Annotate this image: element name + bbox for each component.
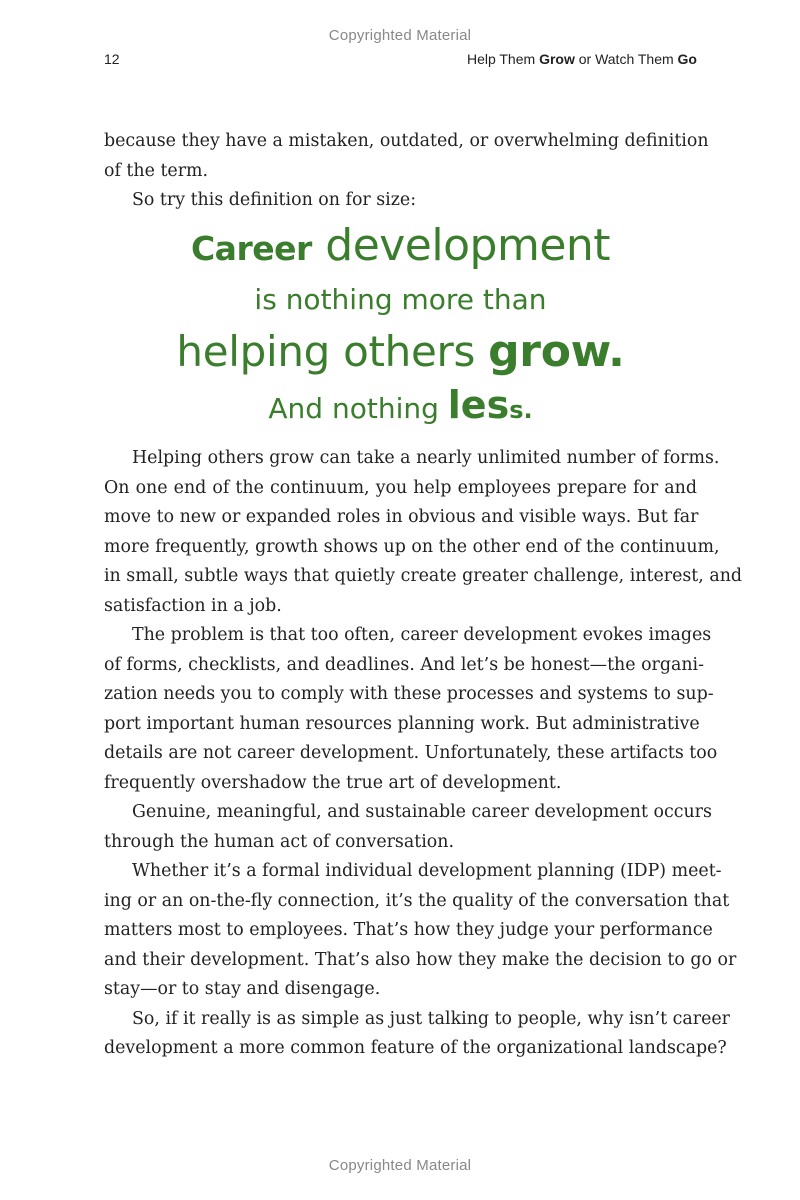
paragraph-line: zation needs you to comply with these processes and systems to sup- [104, 684, 714, 704]
pull-quote-s: s. [509, 396, 533, 424]
intro-line: So try this definition on for size: [132, 190, 417, 210]
paragraph-line: Genuine, meaningful, and sustainable career development occurs [132, 802, 712, 822]
pull-quote-line-1 [104, 218, 697, 277]
pull-quote-line-2: is nothing more than [254, 283, 547, 316]
running-title-part1: Help Them [466, 51, 540, 67]
running-title [467, 51, 697, 67]
paragraph-line: Whether it’s a formal individual development planning (IDP) meet- [132, 861, 722, 881]
paragraph-line: move to new or expanded roles in obvious and visible ways. But far [104, 507, 699, 527]
intro-line: of the term. [104, 160, 209, 181]
paragraph-line: frequently overshadow the true art of development. [104, 772, 562, 793]
paragraph-line: So, if it really is as simple as just talking to people, why isn’t career [132, 1008, 730, 1029]
paragraph-line: of forms, checklists, and deadlines. And let’s be honest—the organi- [104, 654, 704, 675]
paragraph-line: details are not career development. Unfortunately, these artifacts too [104, 743, 718, 763]
paragraph-line: more frequently, growth shows up on the other end of the continuum, [104, 536, 720, 557]
paragraph-line: and their development. That’s also how they make the decision to go or [104, 949, 737, 970]
paragraph-line: The problem is that too often, career development evokes images [132, 625, 712, 645]
paragraph-line: port important human resources planning work. But administrative [104, 713, 700, 734]
paragraph-line: Helping others grow can take a nearly unlimited number of forms. [132, 448, 720, 468]
paragraph-line: through the human act of conversation. [104, 831, 454, 852]
paragraph-line: matters most to employees. That’s how they judge your performance [104, 920, 713, 940]
watermark-bottom: Copyrighted Material [328, 1157, 472, 1174]
pull-quote-development: development [311, 220, 611, 271]
pull-quote-and-nothing: And nothing [268, 392, 448, 425]
watermark-top: Copyrighted Material [328, 27, 472, 44]
paragraph-line: satisfaction in a job. [104, 595, 282, 616]
page-number: 12 [104, 51, 120, 67]
running-title-part2: or Watch Them [574, 51, 678, 67]
paragraph-line: On one end of the continuum, you help employees prepare for and [104, 477, 697, 498]
pull-quote-line-4 [104, 381, 697, 434]
running-title-bold1: Grow [539, 51, 575, 67]
body-text [104, 444, 743, 1064]
paragraph-line: development a more common feature of the organizational landscape? [104, 1038, 727, 1058]
running-header [104, 51, 697, 71]
pull-quote-helping: helping others [176, 327, 489, 376]
pull-quote [104, 218, 697, 434]
pull-quote-career: Career [190, 229, 312, 268]
running-title-bold2: Go [677, 51, 697, 67]
intro-text [104, 127, 709, 216]
pull-quote-grow: grow. [488, 326, 625, 377]
paragraph-line: stay—or to stay and disengage. [104, 979, 381, 999]
paragraph-line: ing or an on-the-fly connection, it’s the quality of the conversation that [104, 890, 730, 911]
paragraph-line: in small, subtle ways that quietly create greater challenge, interest, and [104, 566, 743, 586]
intro-line: because they have a mistaken, outdated, or overwhelming definition [104, 131, 709, 151]
pull-quote-les: les [447, 383, 510, 427]
pull-quote-line-3 [104, 323, 697, 381]
